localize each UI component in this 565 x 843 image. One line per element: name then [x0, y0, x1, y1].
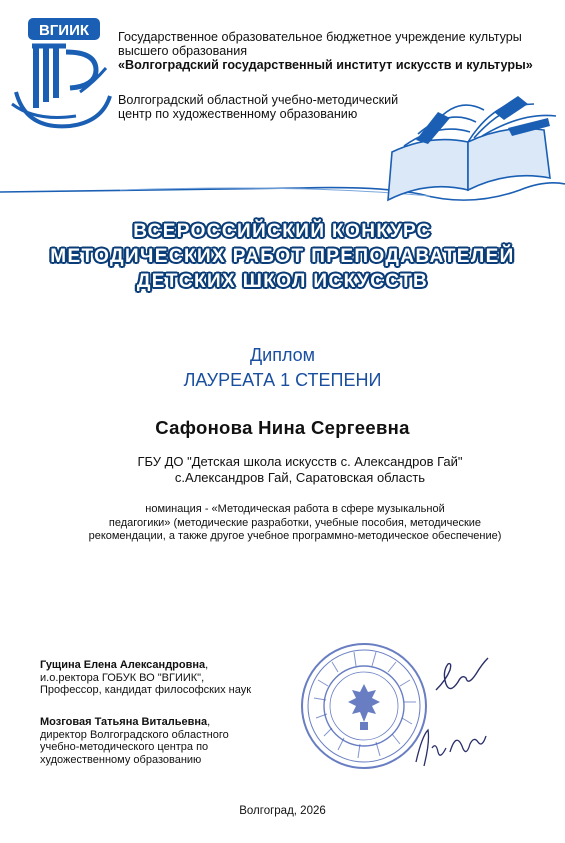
- org-line-1: ГБУ ДО "Детская школа искусств с. Александров Гай": [137, 454, 463, 469]
- place-and-year: Волгоград, 2026: [239, 805, 326, 817]
- nomination-line-1: номинация - «Методическая работа в сфере музыкальной: [145, 503, 445, 515]
- header-line-5: центр по художественному образованию: [118, 107, 358, 121]
- header-line-2: высшего образования: [118, 44, 248, 58]
- signatory-director: Мозговая Татьяна Витальевна, директор Волгоградского областного учебно-методического центра по художественному образованию: [40, 716, 229, 766]
- recipient-name: Сафонова Нина Сергеевна: [155, 417, 410, 438]
- contest-title: [0, 219, 565, 294]
- signatory-rector: Гущина Елена Александровна, и.о.ректора ГОБУК ВО "ВГИИК", Профессор, кандидат философских наук: [40, 659, 252, 696]
- contest-title-line-1: ВСЕРОССИЙСКИЙ КОНКУРС: [133, 221, 432, 242]
- header-line-1: Государственное образовательное бюджетное учреждение культуры: [118, 30, 522, 44]
- contest-title-line-3: ДЕТСКИХ ШКОЛ ИСКУССТВ: [136, 271, 429, 292]
- header-line-4: Волгоградский областной учебно-методический: [118, 93, 399, 107]
- signatory-role: художественному образованию: [40, 753, 202, 766]
- signatory-role: и.о.ректора ГОБУК ВО "ВГИИК",: [40, 671, 205, 684]
- logo-text: ВГИИК: [38, 22, 90, 39]
- official-stamp-icon: [298, 640, 430, 772]
- signature-1-icon: [432, 650, 492, 700]
- signatory-name: Гущина Елена Александровна: [40, 659, 206, 671]
- org-line-2: с.Александров Гай, Саратовская область: [174, 470, 426, 485]
- vgiik-logo-icon: [6, 12, 114, 134]
- open-book-icon: [318, 82, 565, 214]
- institution-header: [118, 30, 565, 72]
- signatory-role: директор Волгоградского областного: [40, 728, 229, 741]
- nomination-text: [0, 503, 565, 544]
- header-line-3: «Волгоградский государственный институт искусств и культуры»: [118, 58, 533, 72]
- signatory-role: Профессор, кандидат философских наук: [40, 684, 252, 696]
- nomination-line-2: педагогики» (методические разработки, учебные пособия, методические: [108, 516, 482, 529]
- award-degree: ЛАУРЕАТА 1 СТЕПЕНИ: [183, 370, 382, 390]
- contest-title-line-2: МЕТОДИЧЕСКИХ РАБОТ ПРЕПОДАВАТЕЛЕЙ: [50, 246, 515, 267]
- signatory-name: Мозговая Татьяна Витальевна: [40, 716, 208, 728]
- recipient-organization: [0, 454, 565, 486]
- signature-2-icon: [412, 722, 490, 770]
- nomination-line-3: рекомендации, а также другое учебное программно-методическое обеспечение): [88, 530, 502, 542]
- diploma-heading: Диплом: [249, 345, 316, 365]
- signatory-role: учебно-методического центра по: [40, 741, 209, 753]
